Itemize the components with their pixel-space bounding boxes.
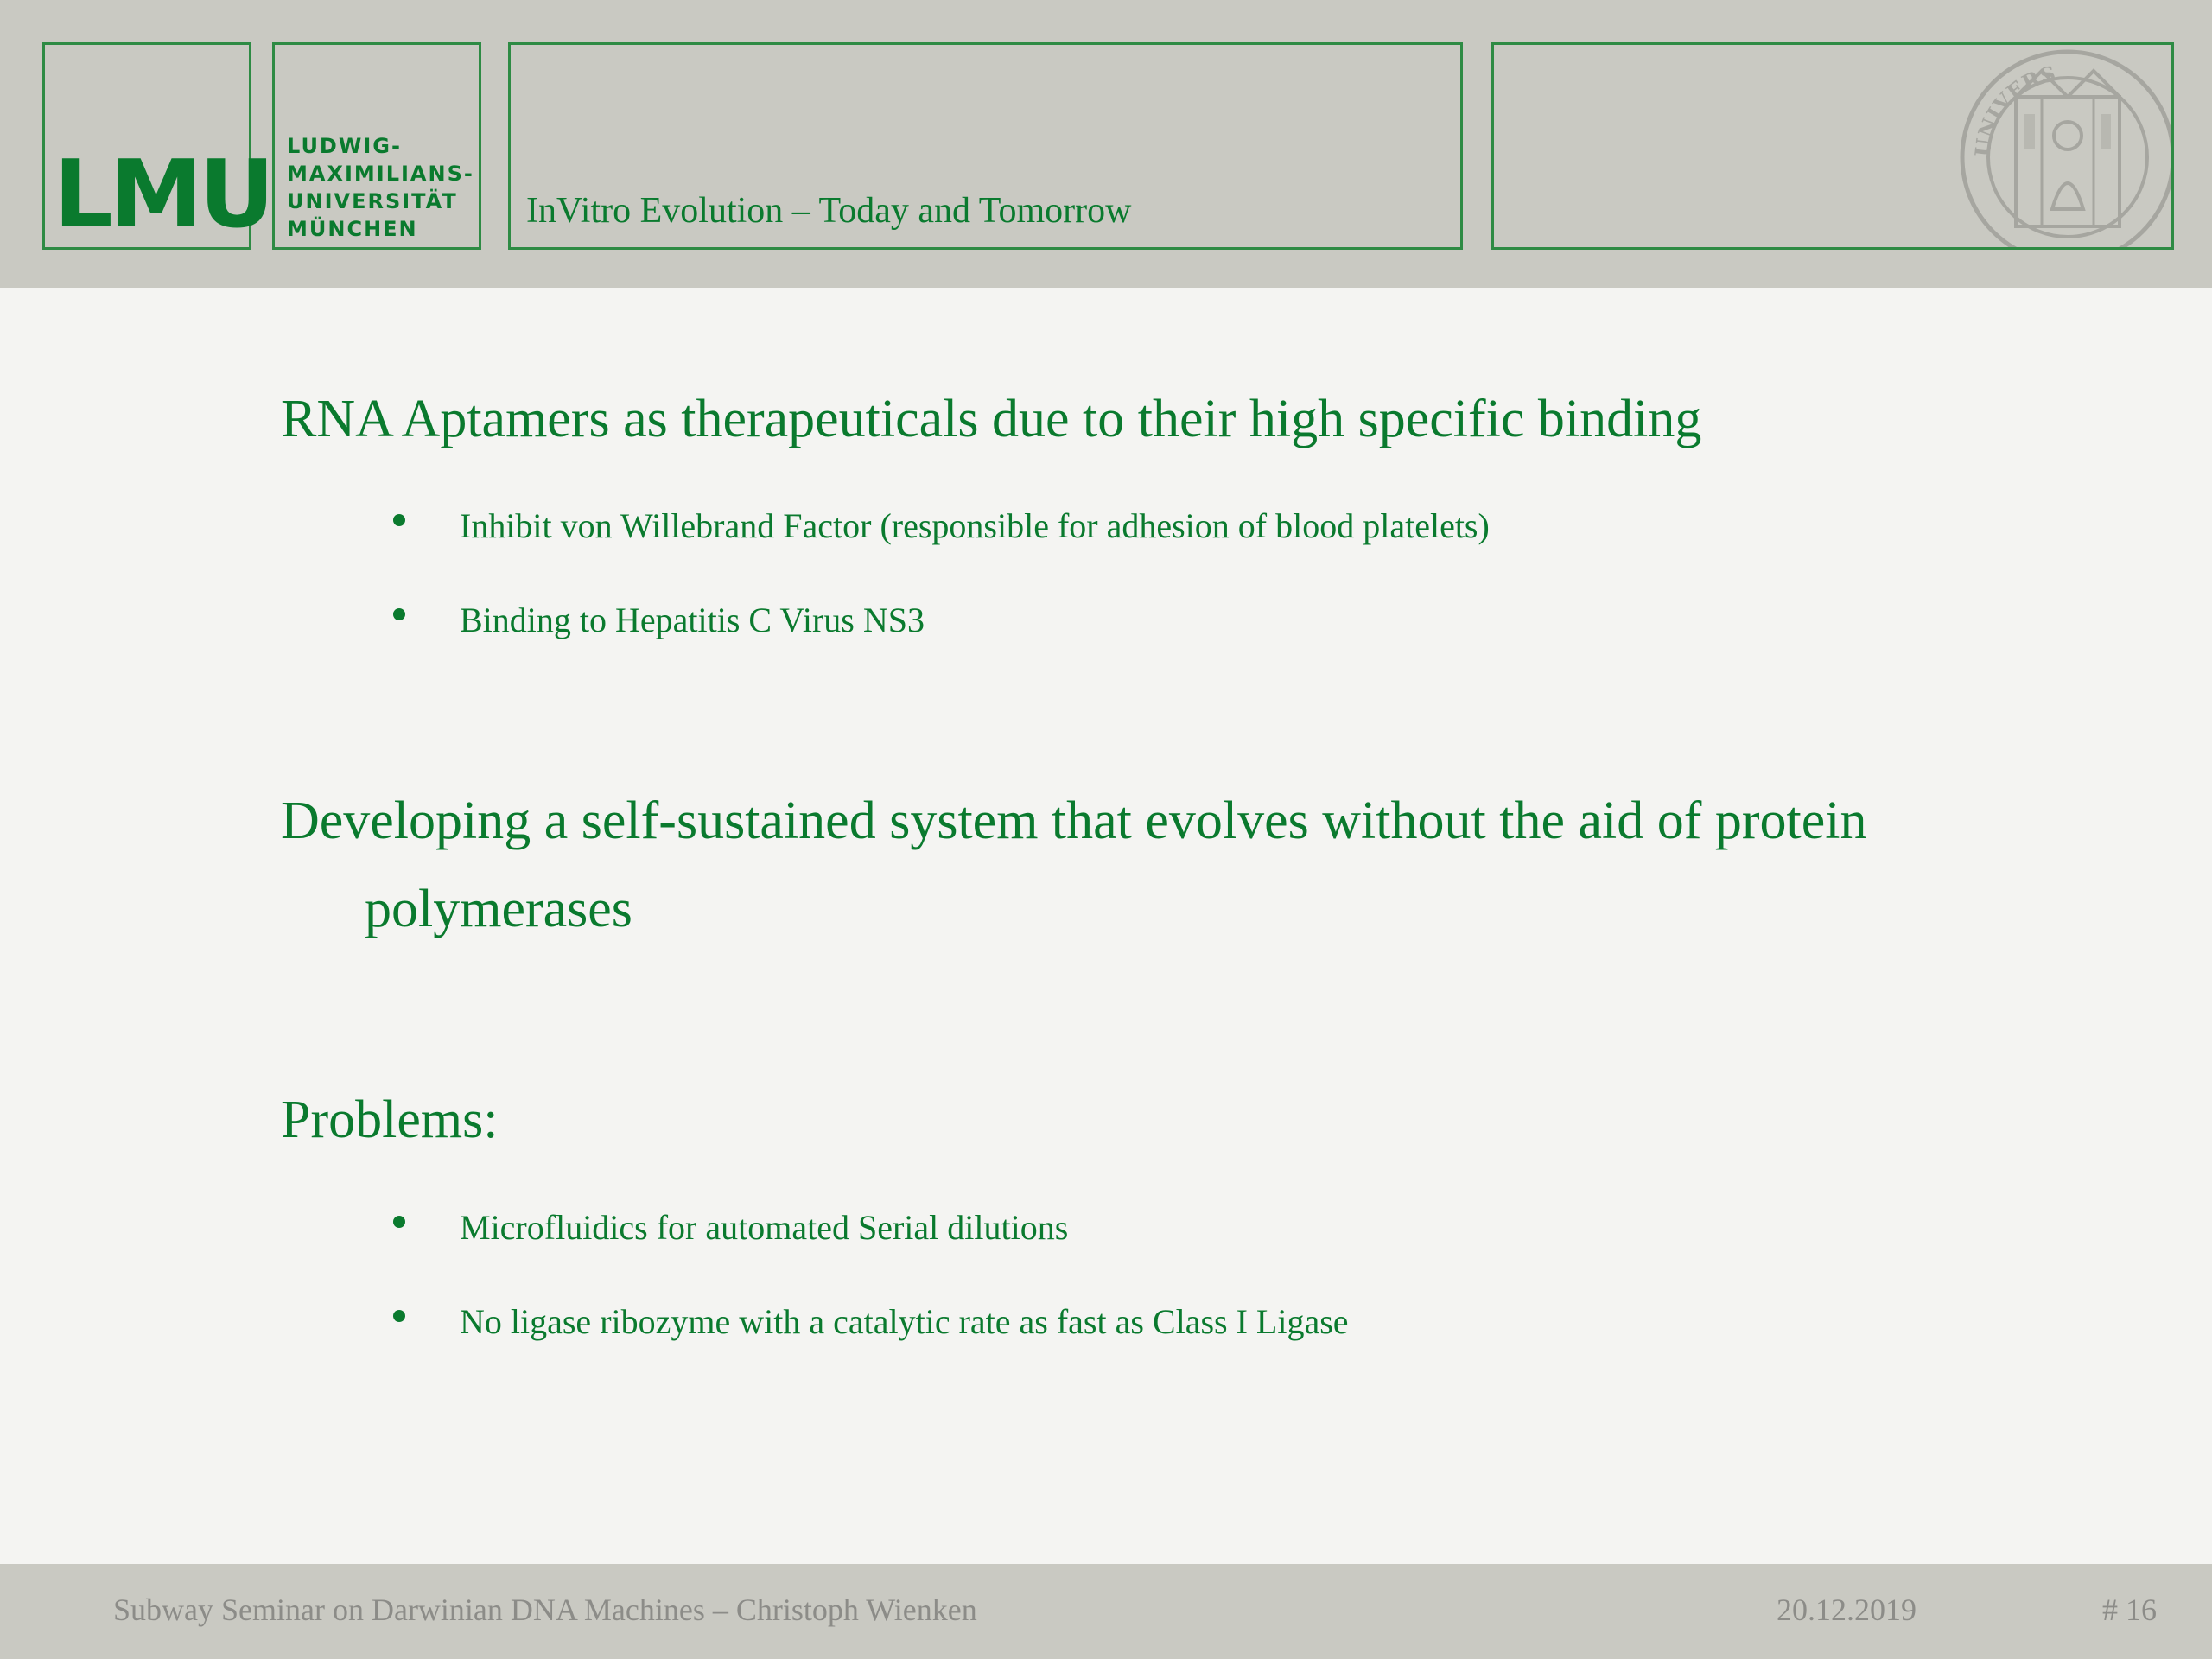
slide-footer <box>0 1564 2212 1659</box>
university-name-line: LUDWIG- <box>287 134 402 158</box>
university-seal-icon <box>1955 45 2174 250</box>
bullet-item <box>393 1301 1349 1343</box>
heading-rna-aptamers: RNA Aptamers as therapeuticals due to their high specific binding <box>281 390 1702 448</box>
bullet-icon <box>393 608 405 620</box>
heading-line: polymerases <box>365 880 632 938</box>
slide-header <box>0 0 2212 288</box>
university-name-box <box>272 42 481 250</box>
bullet-text: No ligase ribozyme with a catalytic rate as fast as Class I Ligase <box>460 1302 1349 1341</box>
footer-date: 20.12.2019 <box>1777 1592 1916 1627</box>
seal-box <box>1491 42 2174 250</box>
bullet-text: Inhibit von Willebrand Factor (responsible for adhesion of blood platelets) <box>460 506 1490 545</box>
bullet-icon <box>393 514 405 526</box>
lmu-logo-box <box>42 42 271 250</box>
bullet-icon <box>393 1216 405 1228</box>
bullet-item <box>393 1207 1068 1249</box>
presentation-title: InVitro Evolution – Today and Tomorrow <box>526 191 1132 231</box>
bullet-item <box>393 505 1490 547</box>
lmu-logo: LMU <box>54 141 271 249</box>
university-name-line: MÜNCHEN <box>287 217 418 241</box>
heading-self-sustained-system <box>281 777 2009 953</box>
bullet-icon <box>393 1310 405 1322</box>
university-name-line: UNIVERSITÄT <box>287 189 458 213</box>
university-name-line: MAXIMILIANS- <box>287 162 474 186</box>
heading-problems: Problems: <box>281 1090 499 1149</box>
bullet-item <box>393 600 925 641</box>
seal-lettering: UNIVERS <box>1969 60 2058 158</box>
university-name <box>287 132 474 243</box>
bullet-text: Microfluidics for automated Serial dilutions <box>460 1208 1069 1247</box>
footer-seminar-info: Subway Seminar on Darwinian DNA Machines – Christoph Wienken <box>113 1592 977 1627</box>
heading-line: Developing a self-sustained system that evolves without the aid of protein <box>281 791 1867 850</box>
header-title-box <box>508 42 1463 250</box>
bullet-text: Binding to Hepatitis C Virus NS3 <box>460 601 925 639</box>
slide-number: # 16 <box>2102 1592 2157 1627</box>
